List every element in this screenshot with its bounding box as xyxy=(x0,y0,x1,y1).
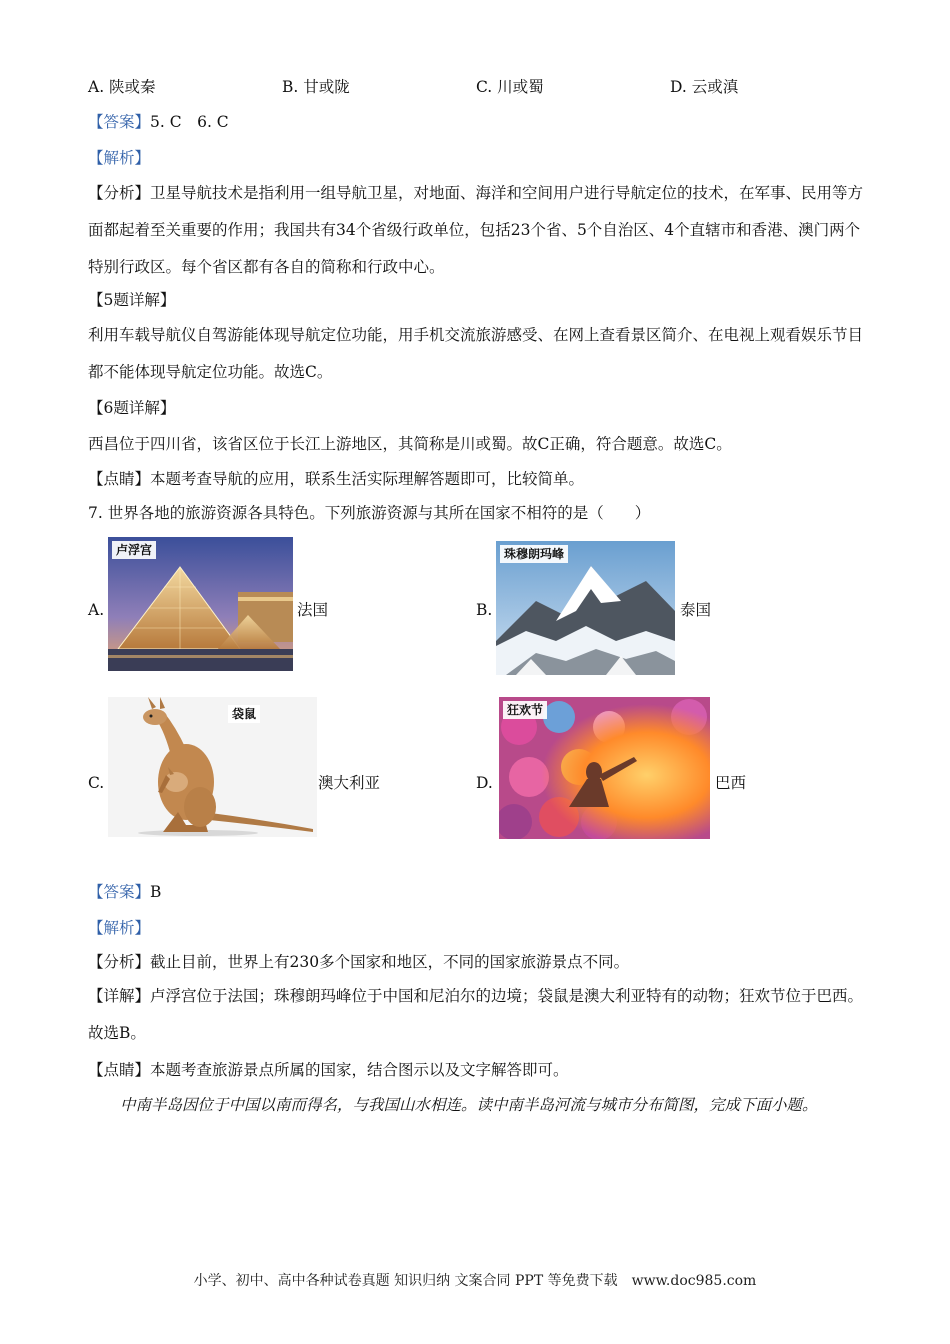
fenxi-2 xyxy=(88,952,629,972)
everest-image xyxy=(496,541,675,675)
fenxi-tag-2: 【分析】 xyxy=(88,953,151,971)
kangaroo-illustration xyxy=(108,697,317,837)
dianjing-text-2: 本题考查旅游景点所属的国家，结合图示以及文字解答即可。 xyxy=(150,1061,569,1079)
q5-text: 利用车载导航仪自驾游能体现导航定位功能，用手机交流旅游感受、在网上查看景区简介、在电视上观看娱乐节目都不能体现导航定位功能。故选C。 xyxy=(88,326,864,381)
carnival-image xyxy=(499,697,710,839)
option-d: D. 云或滇 xyxy=(670,78,739,96)
option-a: A. 陕或秦 xyxy=(88,78,156,96)
xiangjie-tag-2: 【详解】 xyxy=(88,987,151,1005)
dianjing-tag-2: 【点睛】 xyxy=(88,1061,151,1079)
fenxi-paragraph-1 xyxy=(88,175,868,286)
q7-option-c-letter: C. xyxy=(88,774,105,792)
dianjing-2 xyxy=(88,1060,569,1080)
answer-line-1 xyxy=(88,112,229,132)
louvre-label: 卢浮宫 xyxy=(112,541,156,559)
dianjing-tag: 【点睛】 xyxy=(88,470,151,488)
q7-stem: 7. 世界各地的旅游资源各具特色。下列旅游资源与其所在国家不相符的是（ ） xyxy=(88,504,651,522)
analysis-tag: 【解析】 xyxy=(88,149,151,167)
page-footer: 小学、初中、高中各种试卷真题 知识归纳 文案合同 PPT 等免费下载 www.doc985.com xyxy=(193,1273,757,1289)
intro-text: 中南半岛因位于中国以南而得名，与我国山水相连。读中南半岛河流与城市分布简图，完成下面小题。 xyxy=(120,1096,818,1114)
answer-value-2: B xyxy=(150,883,162,901)
answer-tag-2: 【答案】 xyxy=(88,883,151,901)
q7-option-b-country: 泰国 xyxy=(680,601,712,619)
q7-option-c-country: 澳大利亚 xyxy=(318,774,381,792)
kangaroo-image xyxy=(108,697,317,837)
q6-tag: 【6题详解】 xyxy=(88,399,176,417)
analysis-tag-2: 【解析】 xyxy=(88,919,151,937)
everest-label: 珠穆朗玛峰 xyxy=(500,545,568,563)
q7-option-a-country: 法国 xyxy=(297,601,329,619)
xiangjie-2 xyxy=(88,978,868,1052)
q7-option-a-letter: A. xyxy=(88,601,105,619)
q7-option-b-letter: B. xyxy=(476,601,493,619)
fenxi-tag: 【分析】 xyxy=(88,184,151,202)
fenxi-text-2: 截止目前，世界上有230多个国家和地区，不同的国家旅游景点不同。 xyxy=(150,953,630,971)
dianjing-1 xyxy=(88,469,584,489)
carnival-label: 狂欢节 xyxy=(503,701,547,719)
dianjing-text: 本题考查导航的应用，联系生活实际理解答题即可，比较简单。 xyxy=(150,470,585,488)
answer-value: 5. C 6. C xyxy=(150,113,229,131)
q7-option-d-letter: D. xyxy=(476,774,493,792)
answer-tag: 【答案】 xyxy=(88,113,151,131)
kangaroo-label: 袋鼠 xyxy=(228,705,260,723)
q7-option-d-country: 巴西 xyxy=(715,774,747,792)
q5-tag: 【5题详解】 xyxy=(88,291,176,309)
option-c: C. 川或蜀 xyxy=(476,78,544,96)
option-b: B. 甘或陇 xyxy=(282,78,350,96)
fenxi-text: 卫星导航技术是指利用一组导航卫星，对地面、海洋和空间用户进行导航定位的技术，在军事、民用等方面都起着至关重要的作用；我国共有34个省级行政单位，包括23个省、5个自治区、4个直辖市和香港、澳门两个特别行政区。每个省区都有各自的简称和行政中心。 xyxy=(88,184,864,276)
louvre-image xyxy=(108,537,293,671)
q6-text: 西昌位于四川省，该省区位于长江上游地区，其简称是川或蜀。故C正确，符合题意。故选C。 xyxy=(88,435,732,453)
answer-line-2 xyxy=(88,882,161,902)
xiangjie-text-2: 卢浮宫位于法国；珠穆朗玛峰位于中国和尼泊尔的边境；袋鼠是澳大利亚特有的动物；狂欢节位于巴西。故选B。 xyxy=(88,987,864,1042)
